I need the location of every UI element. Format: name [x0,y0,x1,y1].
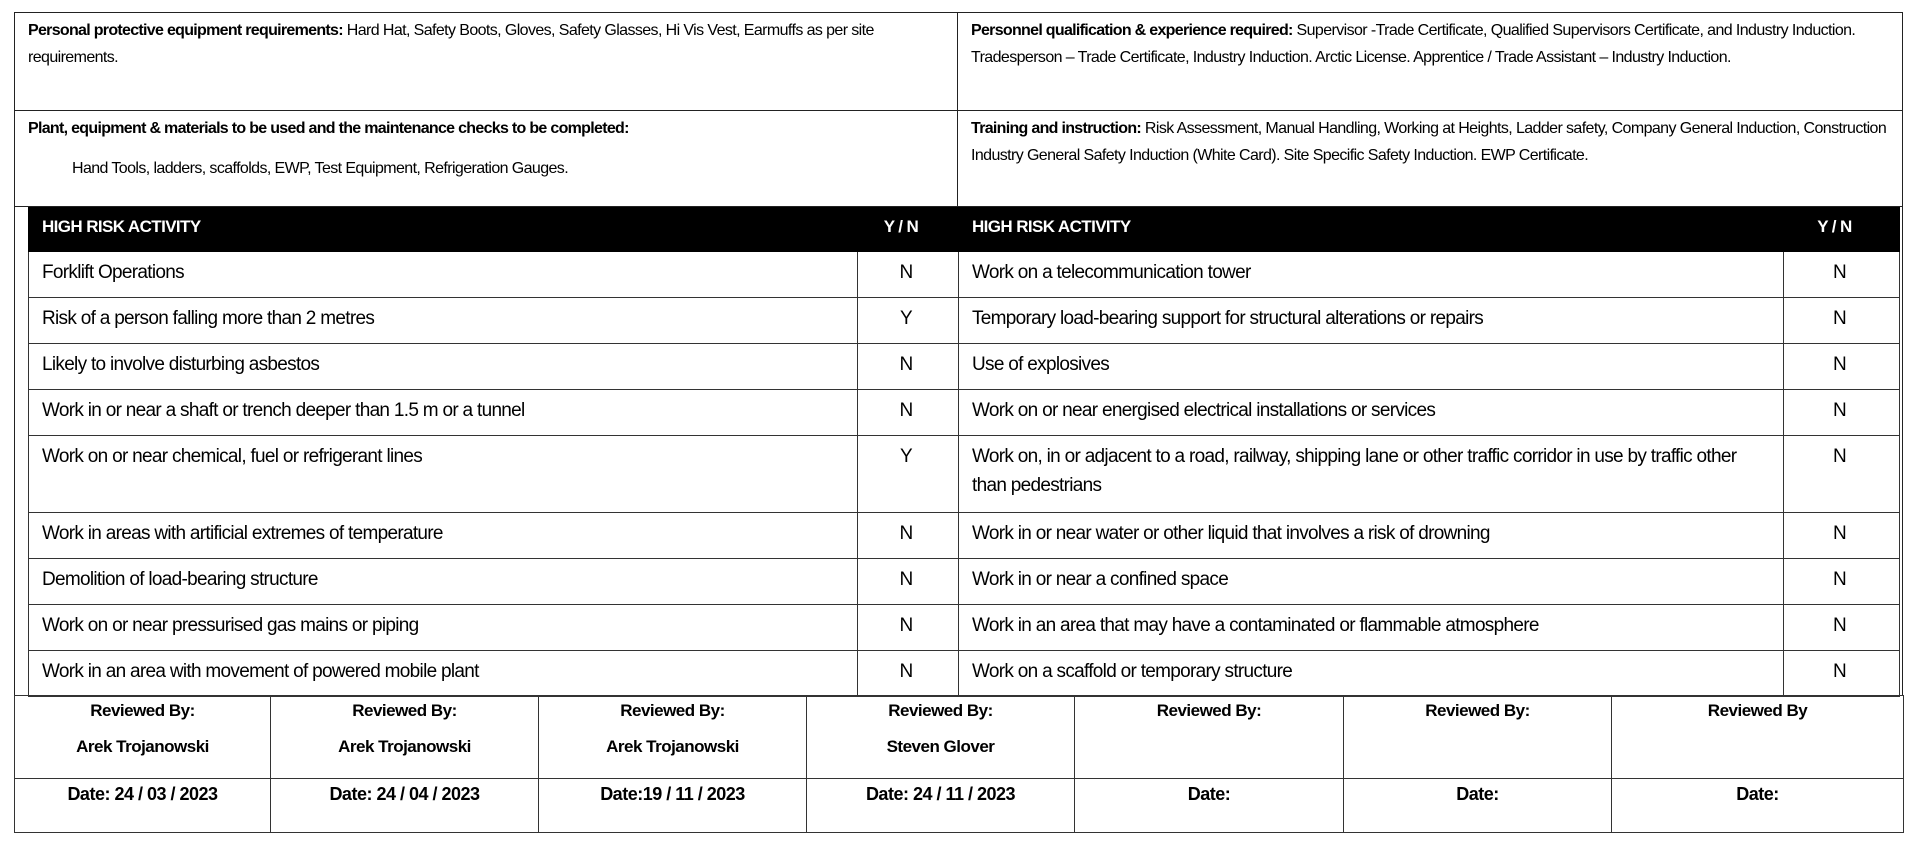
table-row [29,605,1900,651]
yn-value-left: N [858,513,959,559]
header-yn-right: Y / N [1784,208,1900,252]
reviewer-name: Arek Trojanowski [76,737,209,756]
reviewer-cell [15,696,271,779]
activity-left: Work in an area with movement of powered mobile plant [29,651,858,697]
yn-value-right: N [1784,390,1900,436]
reviewed-by-label: Reviewed By: [888,701,993,720]
training-value: Risk Assessment, Manual Handling, Working at Heights, Ladder safety, Company General Induction, Construction Industry General Safety Induction (White Card). Site Specific Safety Induction. EWP Certificate. [971,120,1887,164]
reviewed-by-label: Reviewed By: [1156,701,1262,720]
activity-left: Work on or near pressurised gas mains or piping [29,605,858,651]
reviewed-by-label: Reviewed By: [1425,701,1530,720]
yn-value-right: N [1784,298,1900,344]
ppe-label: Personal protective equipment requirements: [28,22,343,39]
review-date: Date: [1075,779,1344,833]
training-label: Training and instruction: [971,120,1142,137]
header-activity-left: HIGH RISK ACTIVITY [29,208,858,252]
reviewer-name: Arek Trojanowski [606,737,739,756]
yn-value-right: N [1784,559,1900,605]
activity-left: Risk of a person falling more than 2 metres [29,298,858,344]
reviewer-cell [271,696,539,779]
yn-value-right: N [1784,344,1900,390]
activity-right: Work in an area that may have a contaminated or flammable atmosphere [959,605,1784,651]
table-row [29,513,1900,559]
personnel-label: Personnel qualification & experience required: [971,22,1293,39]
activity-right: Temporary load-bearing support for structural alterations or repairs [959,298,1784,344]
job-requirements-section [14,12,1903,207]
activity-right: Work on a telecommunication tower [959,252,1784,298]
header-yn-left: Y / N [858,208,959,252]
table-row [29,651,1900,697]
review-date: Date: 24 / 03 / 2023 [15,779,271,833]
yn-value-left: N [858,390,959,436]
activity-right: Work on or near energised electrical installations or services [959,390,1784,436]
plant-value: Hand Tools, ladders, scaffolds, EWP, Test Equipment, Refrigeration Gauges. [72,160,569,177]
yn-value-right: N [1784,651,1900,697]
ppe-value: Hard Hat, Safety Boots, Gloves, Safety Glasses, Hi Vis Vest, Earmuffs as per site requirements. [28,22,874,66]
review-date-row [15,779,1904,833]
reviewer-cell [1075,696,1344,779]
plant-equipment-cell [15,111,958,207]
reviewer-cell [1344,696,1612,779]
activity-right: Work on a scaffold or temporary structure [959,651,1784,697]
activity-left: Demolition of load-bearing structure [29,559,858,605]
activity-left: Forklift Operations [29,252,858,298]
review-date: Date: [1612,779,1904,833]
review-date: Date: 24 / 04 / 2023 [271,779,539,833]
yn-value-left: Y [858,436,959,513]
review-date: Date: [1344,779,1612,833]
table-row [29,344,1900,390]
table-row [29,252,1900,298]
yn-value-left: N [858,252,959,298]
yn-value-right: N [1784,252,1900,298]
yn-value-right: N [1784,513,1900,559]
table-row [29,436,1900,513]
plant-label: Plant, equipment & materials to be used and the maintenance checks to be completed: [28,120,629,137]
review-date: Date:19 / 11 / 2023 [539,779,807,833]
yn-value-right: N [1784,605,1900,651]
reviewed-by-label: Reviewed By: [620,701,725,720]
yn-value-left: N [858,559,959,605]
reviewer-cell [1612,696,1904,779]
activity-left: Likely to involve disturbing asbestos [29,344,858,390]
activity-left: Work in areas with artificial extremes of temperature [29,513,858,559]
activity-right: Work in or near water or other liquid that involves a risk of drowning [959,513,1784,559]
activity-right: Work on, in or adjacent to a road, railway, shipping lane or other traffic corridor in use by traffic other than pedestrians [959,436,1784,513]
table-row [29,390,1900,436]
reviewer-name: Steven Glover [886,737,995,756]
yn-value-left: N [858,651,959,697]
high-risk-activity-table [28,207,1900,697]
reviewed-by-label: Reviewed By [1707,701,1808,720]
reviewer-cell [539,696,807,779]
reviewer-row [15,696,1904,779]
yn-value-left: N [858,605,959,651]
reviewed-by-label: Reviewed By: [90,701,195,720]
personnel-qualification-cell [958,13,1902,111]
header-activity-right: HIGH RISK ACTIVITY [959,208,1784,252]
table-row [29,559,1900,605]
high-risk-header-row [29,208,1900,252]
personnel-value: Supervisor -Trade Certificate, Qualified Supervisors Certificate, and Industry Induction. Tradesperson – Trade Certificate, Industry Induction. Arctic License. Apprentice / Trade Assistant – Industry Induction. [971,22,1856,66]
training-instruction-cell [958,111,1902,207]
review-date: Date: 24 / 11 / 2023 [807,779,1075,833]
activity-right: Work in or near a confined space [959,559,1784,605]
review-signoff-table [14,695,1904,833]
reviewer-cell [807,696,1075,779]
activity-right: Use of explosives [959,344,1784,390]
table-row [29,298,1900,344]
ppe-requirements-cell [15,13,958,111]
activity-left: Work in or near a shaft or trench deeper than 1.5 m or a tunnel [29,390,858,436]
yn-value-right: N [1784,436,1900,513]
activity-left: Work on or near chemical, fuel or refrigerant lines [29,436,858,513]
yn-value-left: Y [858,298,959,344]
reviewed-by-label: Reviewed By: [352,701,457,720]
yn-value-left: N [858,344,959,390]
reviewer-name: Arek Trojanowski [338,737,471,756]
